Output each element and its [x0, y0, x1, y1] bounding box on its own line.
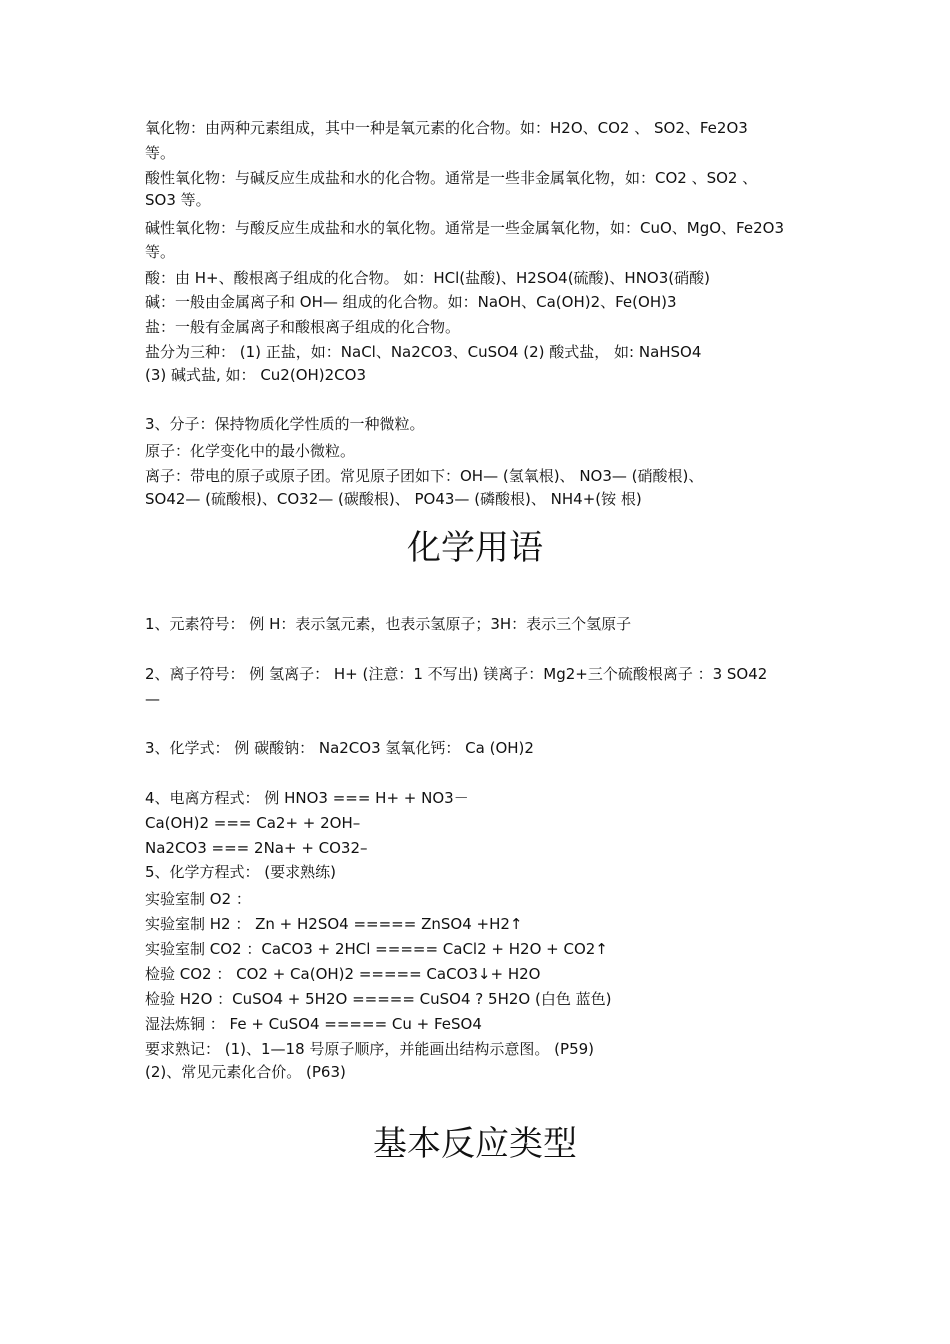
text-line-acidic-oxide: 酸性氧化物：与碱反应生成盐和水的化合物。通常是一些非金属氧化物，如：CO2 、SO2 、: [145, 169, 758, 187]
text-line-basic-oxide: 碱性氧化物：与酸反应生成盐和水的氧化物。通常是一些金属氧化物，如：CuO、MgO、Fe2O3: [145, 219, 784, 237]
text-line-ionization-caoh2: Ca(OH)2 === Ca2+ + 2OH–: [145, 814, 361, 832]
text-line-lab-o2: 实验室制 O2 ：: [145, 890, 251, 908]
text-line-chemical-equation: 5、化学方程式： (要求熟练): [145, 863, 337, 881]
text-line-ion-cont: SO42— (硫酸根)、CO32— (碳酸根)、 PO43— (磷酸根)、 NH4+(铵 根): [145, 490, 642, 508]
text-line-test-h2o: 检验 H2O ：CuSO4 + 5H2O ===== CuSO4 ? 5H2O (白色 蓝色): [145, 990, 612, 1008]
text-line-test-co2: 检验 CO2 ： CO2 + Ca(OH)2 ===== CaCO3↓+ H2O: [145, 965, 541, 983]
text-line-acidic-oxide-cont: SO3 等。: [145, 191, 211, 209]
text-line-ionization-na2co3: Na2CO3 === 2Na+ + CO32–: [145, 839, 368, 857]
text-line-salt-types: 盐分为三种： (1) 正盐，如：NaCl、Na2CO3、CuSO4 (2) 酸式盐， 如: NaHSO4: [145, 343, 702, 361]
section-heading-chemical-terms: 化学用语: [407, 528, 543, 568]
text-line-oxide-definition-cont: 等。: [145, 144, 176, 162]
text-line-molecule: 3、分子：保持物质化学性质的一种微粒。: [145, 415, 425, 433]
text-line-chemical-formula: 3、化学式： 例 碳酸钠： Na2CO3 氢氧化钙： Ca (OH)2: [145, 739, 534, 757]
text-line-ionization-equation: 4、电离方程式： 例 HNO3 === H+ + NO3－: [145, 789, 469, 807]
text-line-memorize: 要求熟记： (1)、1—18 号原子顺序，并能画出结构示意图。 (P59): [145, 1040, 595, 1058]
text-line-lab-h2: 实验室制 H2 ： Zn + H2SO4 ===== ZnSO4 +H2↑: [145, 915, 523, 933]
text-line-salt-types-cont: (3) 碱式盐, 如： Cu2(OH)2CO3: [145, 366, 367, 384]
text-line-ion-symbol-cont: —: [145, 690, 160, 708]
text-line-acid: 酸：由 H+、酸根离子组成的化合物。 如：HCl(盐酸)、H2SO4(硫酸)、HNO3(硝酸): [145, 269, 710, 287]
text-line-salt: 盐：一般有金属离子和酸根离子组成的化合物。: [145, 318, 461, 336]
text-line-element-symbol: 1、元素符号： 例 H：表示氢元素，也表示氢原子；3H：表示三个氢原子: [145, 615, 632, 633]
text-line-wet-copper: 湿法炼铜 ： Fe + CuSO4 ===== Cu + FeSO4: [145, 1015, 482, 1033]
text-line-oxide-definition: 氧化物：由两种元素组成，其中一种是氧元素的化合物。如：H2O、CO2 、 SO2、Fe2O3: [145, 119, 748, 137]
text-line-lab-co2: 实验室制 CO2 ：CaCO3 + 2HCl ===== CaCl2 + H2O + CO2↑: [145, 940, 608, 958]
text-line-atom: 原子：化学变化中的最小微粒。: [145, 442, 356, 460]
section-heading-basic-reaction-types: 基本反应类型: [373, 1124, 577, 1164]
text-line-ion-symbol: 2、离子符号： 例 氢离子： H+ (注意：1 不写出) 镁离子：Mg2+三个硫酸根离子 ：3 SO42: [145, 665, 768, 683]
text-line-basic-oxide-cont: 等。: [145, 243, 176, 261]
text-line-ion: 离子：带电的原子或原子团。常见原子团如下：OH— (氢氧根)、 NO3— (硝酸根)、: [145, 467, 704, 485]
text-line-memorize-cont: (2)、常见元素化合价。 (P63): [145, 1063, 346, 1081]
text-line-base: 碱：一般由金属离子和 OH— 组成的化合物。如：NaOH、Ca(OH)2、Fe(OH)3: [145, 293, 677, 311]
